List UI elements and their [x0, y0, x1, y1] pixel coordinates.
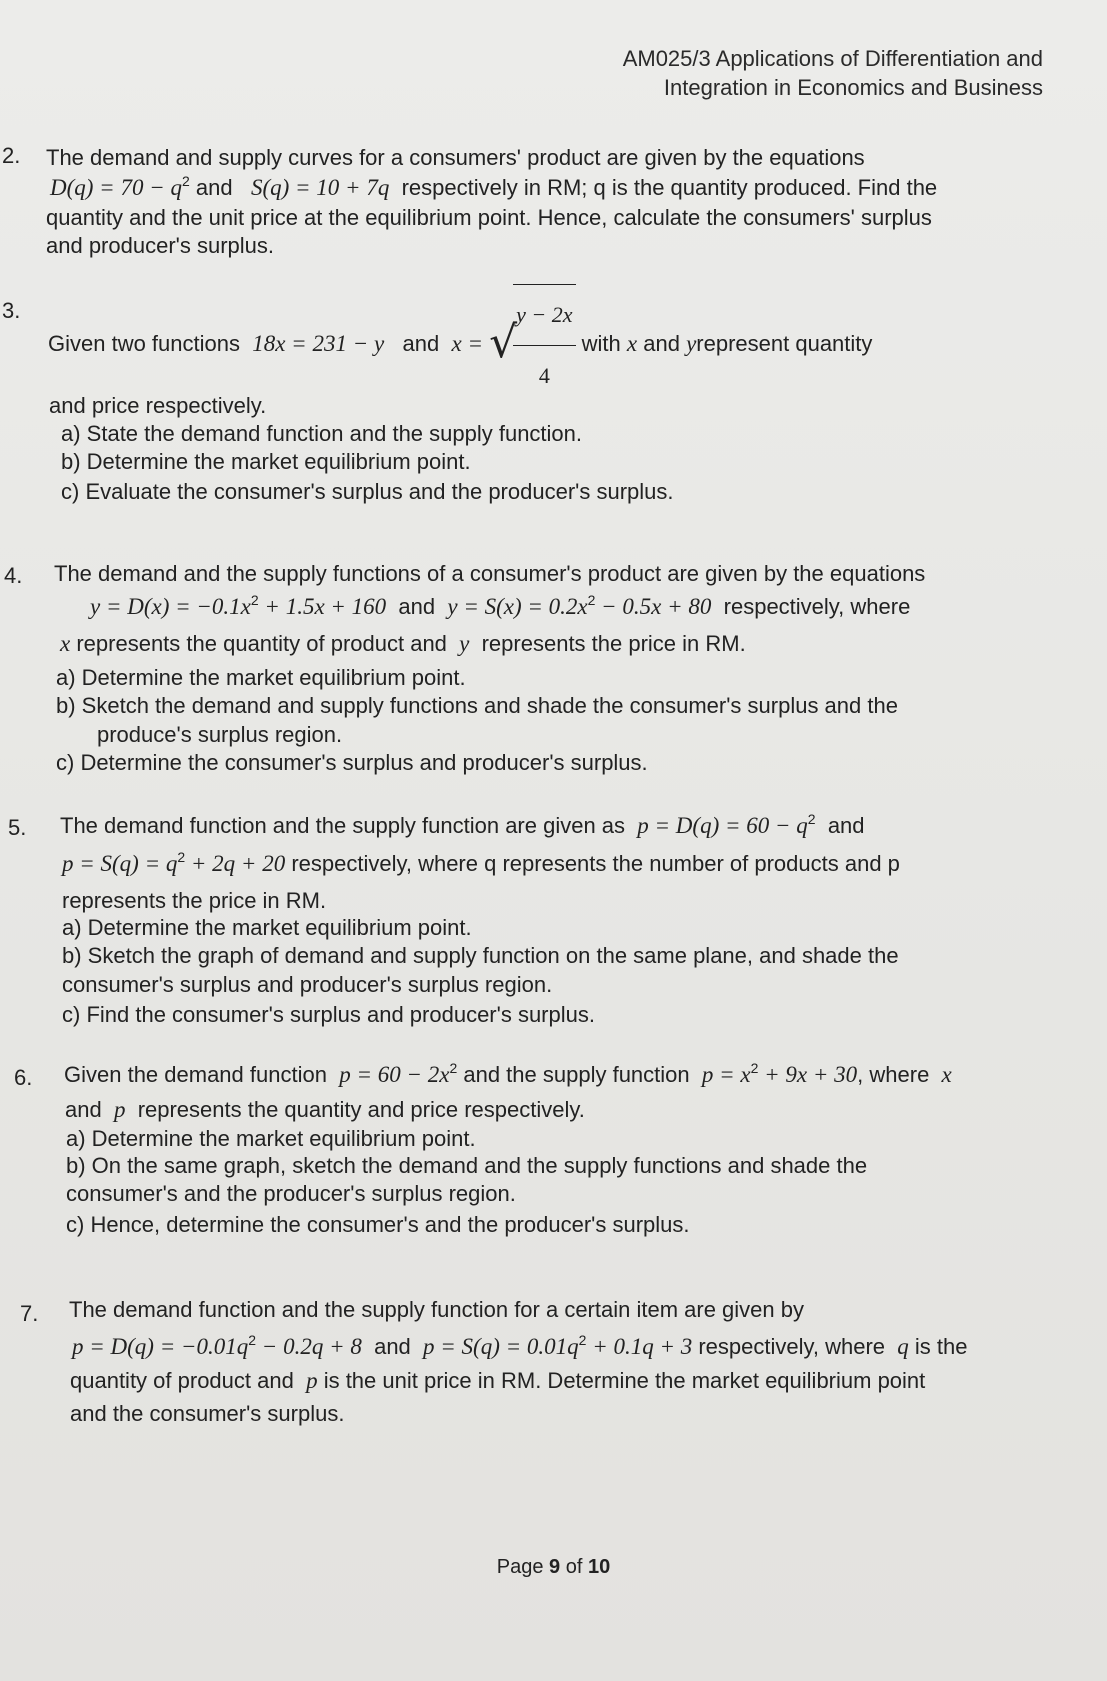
- question-text: The demand function and the supply function for a certain item are given by: [69, 1297, 804, 1322]
- sub-question: a) Determine the market equilibrium point.: [62, 915, 472, 940]
- question-number: 6.: [14, 1065, 33, 1090]
- question-text: quantity and the unit price at the equilibrium point. Hence, calculate the consumers' surplus: [46, 205, 932, 230]
- question-number: 2.: [2, 143, 21, 168]
- current-page-number: 9: [549, 1556, 561, 1578]
- sub-question: c) Evaluate the consumer's surplus and the producer's surplus.: [61, 479, 674, 504]
- question-text: $p = S(q) = q^2 + 2q + 20$ respectively, where q represents the number of products and p: [62, 849, 900, 876]
- sub-question: b) Sketch the demand and supply functions and shade the consumer's surplus and the: [56, 693, 898, 718]
- question-text: $y = D(x) = -0.1x^2 + 1.5x + 160$ and $y = S(x) = 0.2x^2 - 0.5x + 80$ respectively, where: [90, 592, 911, 619]
- question-text: The demand and the supply functions of a consumer's product are given by the equations: [54, 561, 926, 586]
- question-text: The demand and supply curves for a consumers' product are given by the equations: [46, 145, 865, 170]
- question-text: x represents the quantity of product and y represents the price in RM.: [60, 631, 746, 656]
- sub-question: consumer's surplus and producer's surplus region.: [62, 972, 553, 997]
- question-text: $p = D(q) = -0.01q^2 - 0.2q + 8$ and $p = S(q) = 0.01q^2 + 0.1q + 3$ respectively, where q is the: [72, 1332, 968, 1359]
- sub-question: c) Determine the consumer's surplus and producer's surplus.: [56, 750, 648, 775]
- sub-question: b) Determine the market equilibrium point.: [61, 449, 471, 474]
- fraction: $\frac{y - 2x}{4}$: [513, 284, 575, 406]
- sub-question: a) Determine the market equilibrium point.: [56, 665, 466, 690]
- question-text: Given the demand function $p = 60 - 2x^2$ and the supply function $p = x^2 + 9x + 30$, where x: [64, 1060, 952, 1087]
- page-label: Page: [496, 1556, 544, 1578]
- question-number: 5.: [8, 815, 27, 840]
- question-number: 4.: [4, 563, 23, 588]
- question-text: Given two functions 18x = 231 − y and x = √ $\frac{y - 2x}{4}$ with x and yrepresent quantity: [48, 284, 872, 406]
- sub-question: a) Determine the market equilibrium point.: [66, 1126, 476, 1151]
- question-text: and price respectively.: [49, 393, 267, 418]
- document-header: [623, 44, 1043, 102]
- sub-question: a) State the demand function and the supply function.: [61, 421, 583, 446]
- sub-question: produce's surplus region.: [97, 722, 343, 747]
- page-footer: [0, 1556, 1107, 1579]
- sub-question: b) Sketch the graph of demand and supply function on the same plane, and shade the: [62, 943, 899, 968]
- question-text: $D(q) = 70 - q^2$ and S(q) = 10 + 7q respectively in RM; q is the quantity produced. Find the: [50, 173, 938, 200]
- sub-question: c) Find the consumer's surplus and producer's surplus.: [62, 1002, 595, 1027]
- question-text: The demand function and the supply function are given as $p = D(q) = 60 - q^2$ and: [60, 811, 865, 838]
- question-number: 7.: [20, 1301, 39, 1326]
- header-line-2: Integration in Economics and Business: [663, 75, 1043, 100]
- header-line-1: AM025/3 Applications of Differentiation and: [622, 46, 1043, 71]
- question-text: and producer's surplus.: [46, 233, 274, 258]
- sub-question: b) On the same graph, sketch the demand and the supply functions and shade the: [66, 1153, 868, 1178]
- question-text: and p represents the quantity and price respectively.: [65, 1097, 585, 1122]
- sub-question: consumer's and the producer's surplus region.: [66, 1181, 516, 1206]
- question-number: 3.: [2, 298, 21, 323]
- question-text: and the consumer's surplus.: [70, 1401, 345, 1426]
- total-pages-number: 10: [587, 1556, 611, 1578]
- question-text: represents the price in RM.: [62, 888, 327, 913]
- sub-question: c) Hence, determine the consumer's and the producer's surplus.: [66, 1212, 690, 1237]
- page-of-label: of: [565, 1556, 583, 1578]
- question-text: quantity of product and p is the unit price in RM. Determine the market equilibrium point: [70, 1368, 926, 1393]
